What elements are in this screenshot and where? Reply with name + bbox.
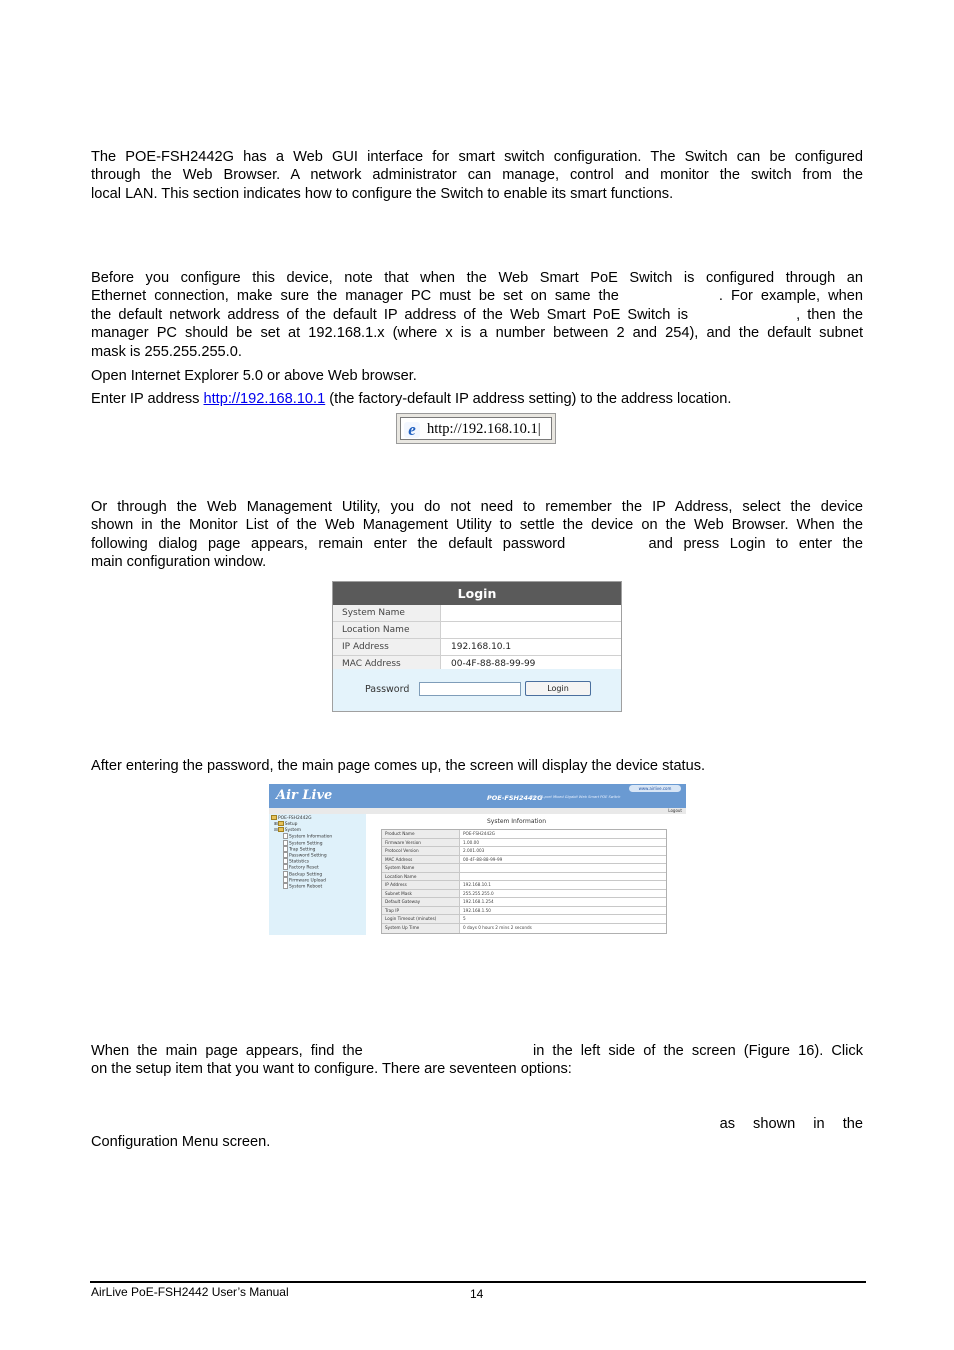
row-value: 192.168.1.50 <box>463 907 491 913</box>
row-label: Trap IP <box>382 907 460 915</box>
intro-paragraph <box>91 148 863 203</box>
login-value: 192.168.10.1 <box>451 642 512 652</box>
text-segment: Enter IP address <box>91 391 200 407</box>
text-segment: and press Login to enter the <box>648 535 863 552</box>
login-label: MAC Address <box>333 656 441 672</box>
row-label: Product Name <box>382 830 460 838</box>
open-ie-text: Open Internet Explorer 5.0 or above Web browser. <box>91 368 417 384</box>
airlive-logo: Air Live <box>276 788 333 803</box>
page-icon <box>283 858 288 864</box>
panel-title: System Information <box>487 818 547 825</box>
row-value: 5 <box>463 916 466 922</box>
intro-line: local LAN. This section indicates how to configure the Switch to enable its smart functions. <box>91 185 674 202</box>
text-segment: in the left side of the screen (Figure 16). Click <box>532 1043 863 1059</box>
intro-line: through the Web Browser. A network administrator can manage, control and monitor the switch from the <box>91 167 863 184</box>
model-description: 24 + 4-port Mixed Gigabit Web Smart POE Switch <box>531 795 621 799</box>
table-row <box>382 873 666 882</box>
login-footer <box>333 669 621 711</box>
paragraph-line: manager PC should be set at 192.168.1.x (where x is a number between 2 and 254), and the default subnet <box>91 325 863 342</box>
main-page-screenshot <box>269 784 686 935</box>
login-label: IP Address <box>333 639 441 655</box>
paragraph-line: Configuration Menu screen. <box>91 1134 271 1151</box>
ie-icon: e <box>404 422 420 438</box>
row-label: Location Name <box>382 873 460 881</box>
paragraph-line: Before you configure this device, note that when the Web Smart PoE Switch is configured through an <box>91 270 863 286</box>
tree-label: Trap Setting <box>289 847 316 853</box>
tree-label: Backup Setting <box>289 872 323 878</box>
row-value <box>460 873 666 881</box>
row-label: Default Gateway <box>382 898 460 906</box>
table-row <box>382 839 666 848</box>
login-row <box>333 605 621 622</box>
row-label: Login Timeout (minutes) <box>382 915 460 923</box>
paragraph-line <box>91 306 863 324</box>
row-value: 00-4F-88-88-99-99 <box>463 856 503 862</box>
row-value <box>460 864 666 872</box>
address-text: http://192.168.10.1| <box>427 421 541 437</box>
text-segment: , then the <box>796 306 863 323</box>
table-row <box>382 915 666 924</box>
website-link[interactable]: www.airlive.com <box>629 785 681 792</box>
paragraph-line: main configuration window. <box>91 554 267 571</box>
table-row <box>382 898 666 907</box>
row-label: System Up Time <box>382 924 460 933</box>
login-row <box>333 622 621 639</box>
text-segment: the default network address of the default IP address of the Web Smart PoE Switch is <box>91 306 688 323</box>
table-row <box>382 881 666 890</box>
paragraph-line: Or through the Web Management Utility, you do not need to remember the IP Address, select the device <box>91 499 863 515</box>
page-icon <box>283 840 288 846</box>
footer-rule <box>90 1281 866 1283</box>
login-button[interactable]: Login <box>525 681 591 696</box>
tree-setup[interactable]: ⊞ Setup <box>274 822 298 827</box>
row-label: System Name <box>382 864 460 872</box>
table-row <box>382 924 666 933</box>
ip-address-link[interactable]: http://192.168.10.1 <box>203 391 326 407</box>
row-label: MAC Address <box>382 856 460 864</box>
row-value: POE-FSH2442G <box>463 831 496 836</box>
folder-icon <box>278 821 284 826</box>
tree-label: Setup <box>284 822 298 827</box>
tree-label: POE-FSH2442G <box>278 816 312 821</box>
tree-label: Firmware Upload <box>289 878 326 884</box>
paragraph-line: mask is 255.255.255.0. <box>91 343 242 360</box>
login-row <box>333 639 621 656</box>
row-label: Subnet Mask <box>382 890 460 898</box>
tree-label: Password Setting <box>289 853 327 859</box>
text-segment: Ethernet connection, make sure the manager PC must be set on same the <box>91 288 619 305</box>
page-icon <box>283 864 288 870</box>
menu-tree <box>269 814 366 935</box>
footer-manual-title: AirLive PoE-FSH2442 User’s Manual <box>91 1285 289 1299</box>
tree-label: System <box>284 828 302 833</box>
row-value: 2.001.003 <box>463 848 485 854</box>
table-row <box>382 907 666 916</box>
row-value: 192.168.10.1 <box>463 882 491 888</box>
table-row <box>382 890 666 899</box>
paragraph-line: shown in the Monitor List of the Web Management Utility to settle the device on the Web Browser. When the <box>91 517 863 534</box>
password-label: Password <box>365 684 410 695</box>
shown-paragraph <box>91 1115 863 1152</box>
tree-label: System Reboot <box>289 884 323 890</box>
paragraph-line: as shown in the <box>719 1116 863 1132</box>
after-password-text: After entering the password, the main page comes up, the screen will display the device status. <box>91 758 706 774</box>
page-icon <box>283 871 288 877</box>
intro-line: The POE-FSH2442G has a Web GUI interface for smart switch configuration. The Switch can be configured <box>91 149 863 165</box>
text-segment: When the main page appears, find the <box>91 1043 363 1059</box>
address-bar <box>396 413 556 444</box>
tree-item-system-information[interactable] <box>283 833 332 840</box>
page-icon <box>283 833 288 839</box>
page-icon <box>283 877 288 883</box>
logout-link[interactable]: Logout <box>668 808 682 813</box>
folder-icon <box>278 827 284 832</box>
menu-paragraph <box>91 1042 863 1079</box>
row-value: 1.00.00 <box>463 839 479 845</box>
page-icon <box>283 846 288 852</box>
login-dialog <box>332 581 622 712</box>
page-icon <box>283 852 288 858</box>
login-label: System Name <box>333 605 441 621</box>
text-segment: (the factory-default IP address setting) to the address location. <box>329 391 732 407</box>
utility-paragraph <box>91 498 863 572</box>
before-configure-paragraph <box>91 269 863 361</box>
login-value <box>441 605 621 621</box>
text-segment: . For example, when <box>718 288 864 305</box>
paragraph-line <box>91 1042 863 1060</box>
login-value <box>441 622 621 638</box>
login-value: 00-4F-88-88-99-99 <box>451 659 536 669</box>
page-icon <box>283 883 288 889</box>
tree-label: Factory Reset <box>289 865 319 871</box>
row-value: 255.255.255.0 <box>463 890 494 896</box>
enter-ip-text <box>91 390 863 408</box>
row-value: 0 days 0 hours 2 mins 2 seconds <box>463 925 532 931</box>
table-row <box>382 847 666 856</box>
row-label: Firmware Version <box>382 839 460 847</box>
login-title: Login <box>333 582 621 605</box>
row-value: 192.168.1.254 <box>463 899 494 905</box>
table-row <box>382 856 666 865</box>
tree-label: System Information <box>289 834 333 840</box>
system-info-table <box>381 829 667 934</box>
tree-label: System Setting <box>289 841 323 847</box>
switch-icon <box>271 815 277 820</box>
login-label: Location Name <box>333 622 441 638</box>
paragraph-line: on the setup item that you want to configure. There are seventeen options: <box>91 1061 572 1078</box>
model-name: POE-FSH2442G <box>487 794 543 802</box>
table-row <box>382 830 666 839</box>
text-segment: following dialog page appears, remain enter the default password <box>91 535 566 552</box>
password-input[interactable] <box>419 682 521 696</box>
banner <box>269 784 686 808</box>
tree-label: Statistics <box>289 859 310 865</box>
page-number: 14 <box>470 1287 484 1301</box>
paragraph-line <box>91 287 863 305</box>
paragraph-line <box>91 535 863 553</box>
address-field[interactable] <box>400 417 552 440</box>
tree-item-system-reboot[interactable] <box>283 883 322 890</box>
tree-system[interactable]: ⊟ System <box>274 828 302 833</box>
row-label: IP Address <box>382 881 460 889</box>
table-row <box>382 864 666 873</box>
row-label: Protocol Version <box>382 847 460 855</box>
